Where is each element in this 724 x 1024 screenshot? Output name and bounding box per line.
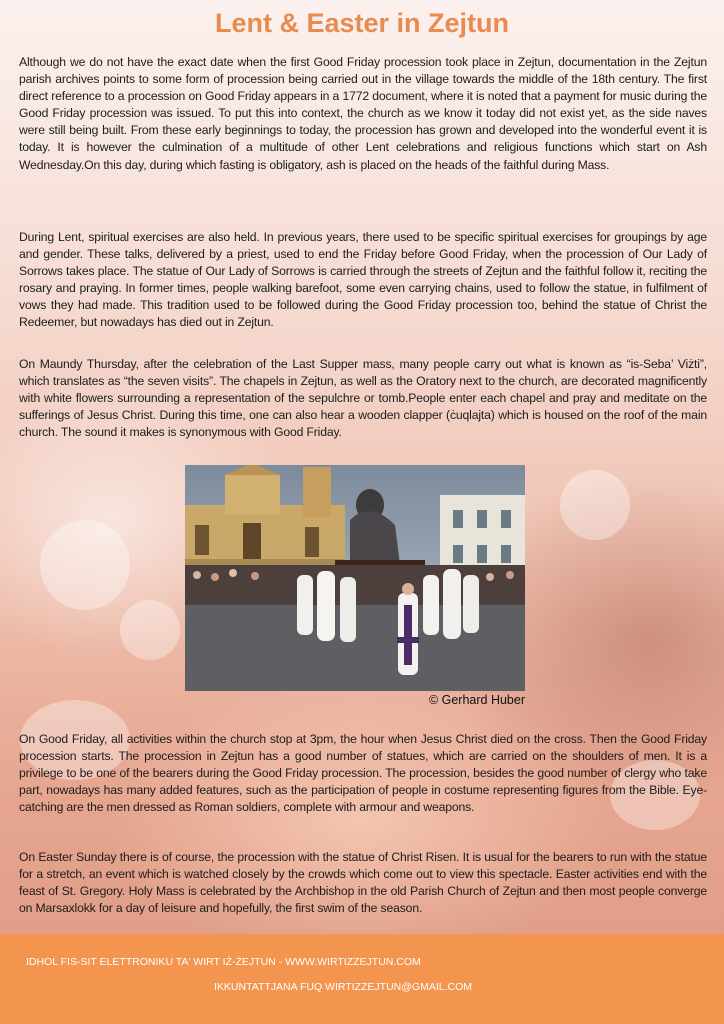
paragraph-maundy-thursday: On Maundy Thursday, after the celebration of the Last Supper mass, many people carry out what is known as “is-Seba’ Viżti”, which translates as “the seven visits”. The chapels in Zejtun, as well as the Oratory next to the church, are decorated magnificently with white flowers surrounding a representation of the sepulchre or tomb.People enter each chapel and pray and meditate on the sufferings of Jesus Christ. During this time, one can also hear a wooden clapper (ċuqlajta) which is housed on the roof of the main church. The sound it makes is synonymous with Good Friday. [19, 357, 707, 440]
background-blossom [40, 520, 130, 610]
paragraph-lent: During Lent, spiritual exercises are also held. In previous years, there used to be specific spiritual exercises for groupings by age and gender. These talks, delivered by a priest, used to end the Friday before Good Friday, when the procession of Our Lady of Sorrows takes place. The statue of Our Lady of Sorrows is carried through the streets of Zejtun and the faithful follow it, reciting the rosary and praying. In former times, people walking barefoot, some even carrying chains, used to follow the statue, in fulfilment of vows they had made. This tradition used to be followed during the Good Friday procession too, behind the statue of Christ the Redeemer, but nowadays has died out in Zejtun. [19, 230, 707, 330]
footer-contact-email[interactable]: IKKUNTATTJANA FUQ WIRTIZZEJTUN@GMAIL.COM [214, 981, 472, 993]
procession-photo [185, 465, 525, 691]
paragraph-easter-sunday: On Easter Sunday there is of course, the procession with the statue of Christ Risen. It is usual for the bearers to run with the statue for a stretch, an event which is watched closely by the crowds which come out to view this spectacle. Easter activities end with the feast of St. Gregory. Holy Mass is celebrated by the Archbishop in the old Parish Church of Zejtun and then most people converge on Marsaxlokk for a day of leisure and hopefully, the first swim of the season. [19, 850, 707, 916]
page-title: Lent & Easter in Zejtun [214, 8, 510, 38]
procession-photo-image [185, 465, 525, 691]
footer [0, 934, 724, 1024]
paragraph-good-friday: On Good Friday, all activities within the church stop at 3pm, the hour when Jesus Christ died on the cross. Then the Good Friday procession starts. The procession in Zejtun has a good number of statues, which are carried on the shoulders of men. It is a privilege to be one of the bearers during the Good Friday procession. The procession, besides the good number of clergy who take part, nowadays has many added features, such as the participation of people in costume representing figures from the Bible. Eye-catching are the men dressed as Roman soldiers, complete with armour and weapons. [19, 732, 707, 815]
footer-website[interactable]: IDHOL FIS-SIT ELETTRONIKU TA' WIRT IŻ-ŻEJTUN - WWW.WIRTIZZEJTUN.COM [26, 956, 421, 968]
photo-credit: © Gerhard Huber [428, 693, 525, 707]
paragraph-history: Although we do not have the exact date when the first Good Friday procession took place in Zejtun, documentation in the Zejtun parish archives points to some form of procession being carried out in the village towards the middle of the 18th century. The first direct reference to a procession on Good Friday appears in a 1772 document, where it is noted that a payment for music during the Good Friday procession was issued. To put this into context, the church as we know it today did not exist yet, as the side naves were still being built. From these early beginnings to today, the procession has grown and developed into the wonderful event it is today. It is however the culmination of a multitude of other Lent celebrations and religious functions which start on Ash Wednesday.On this day, during which fasting is obligatory, ash is placed on the heads of the faithful during Mass. [19, 55, 707, 172]
background-blossom [560, 470, 630, 540]
background-blossom [120, 600, 180, 660]
